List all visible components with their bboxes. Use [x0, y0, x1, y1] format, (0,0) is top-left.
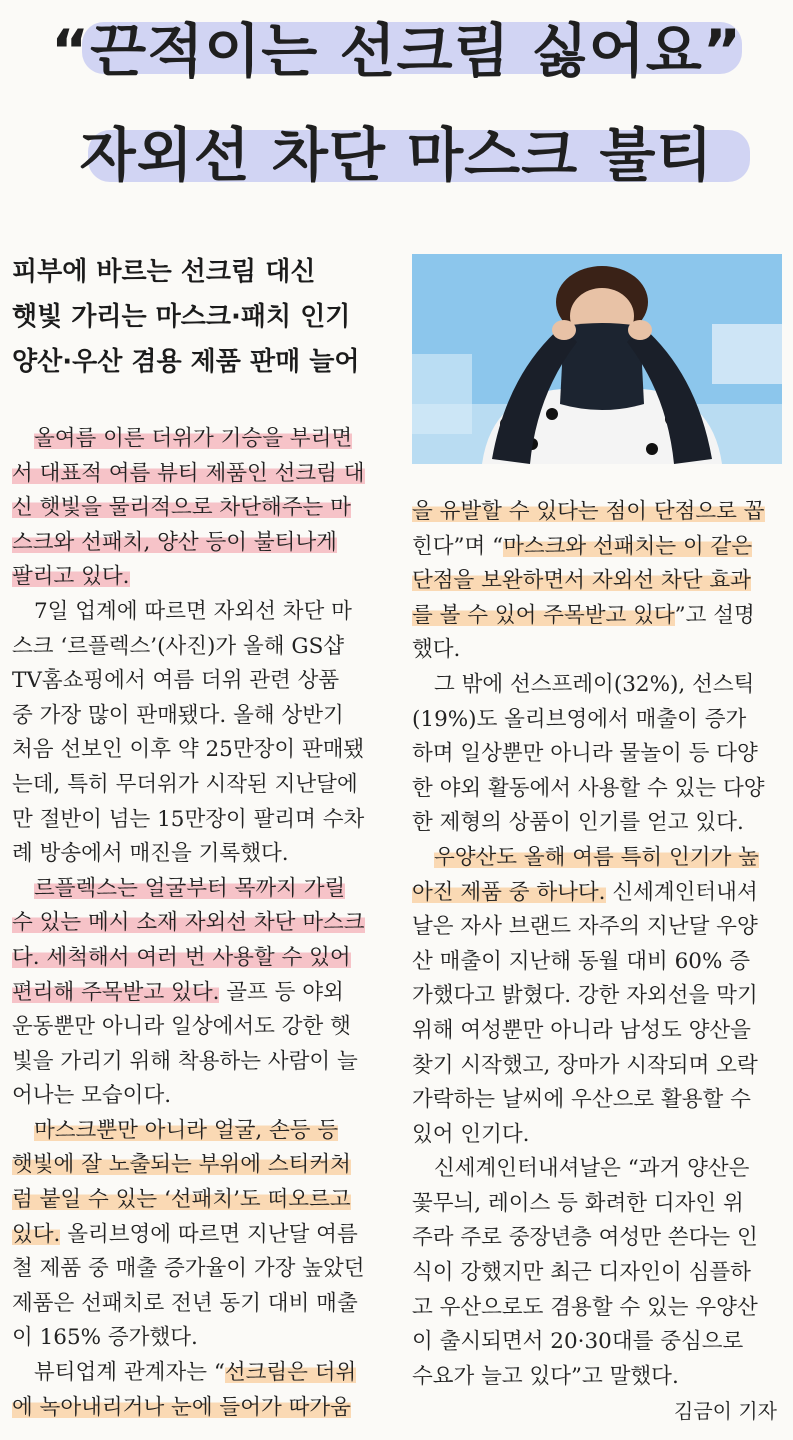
body-text-line: ”고 설명 [674, 602, 755, 628]
body-text-line: 햇빛에 잘 노출되는 부위에 스티커처 [12, 1152, 351, 1178]
body-text-line: 편리해 주목받고 있다. [12, 979, 220, 1005]
body-text-line: 빛을 가리기 위해 착용하는 사람이 늘 [12, 1048, 358, 1074]
body-text-line: 제품은 선패치로 전년 동기 대비 매출 [12, 1290, 358, 1316]
body-text-line: 올리브영에 따르면 지난달 여름 [60, 1221, 358, 1247]
body-text-line: 신세계인터내셔날은 “과거 양산은 [434, 1156, 750, 1182]
woman-wearing-mask-image [412, 254, 782, 464]
body-text-line: 수요가 늘고 있다”고 말했다. [412, 1363, 679, 1389]
body-text-line: 스크 ‘르플렉스’(사진)가 올해 GS샵 [12, 633, 345, 659]
body-text-line: 팔리고 있다. [12, 564, 130, 590]
body-text-line: 선크림은 더위 [224, 1360, 357, 1386]
body-text-line: 위해 여성뿐만 아니라 남성도 양산을 [412, 1017, 751, 1043]
body-text-line: 7일 업계에 따르면 자외선 차단 마 [34, 598, 352, 624]
body-text-line: 있다. [12, 1221, 61, 1247]
body-text-line: 마스크와 선패치는 이 같은 [503, 533, 753, 559]
body-text-line: 힌다”며 “ [412, 533, 504, 559]
body-text-line: 스크와 선패치, 양산 등이 불티나게 [12, 529, 337, 555]
body-text-line: 례 방송에서 매진을 기록했다. [12, 841, 289, 867]
body-text-line: 수 있는 메시 소재 자외선 차단 마스크 [12, 910, 365, 936]
body-text-line: 철 제품 중 매출 증가율이 가장 높았던 [12, 1256, 365, 1282]
subhead: 양산·우산 겸용 제품 판매 늘어 [12, 347, 360, 377]
body-text-line: 날은 자사 브랜드 자주의 지난달 우양 [412, 914, 758, 940]
body-text-line: 이 165% 증가했다. [12, 1325, 198, 1351]
body-text-line: 다. 세척해서 여러 번 사용할 수 있어 [12, 944, 351, 970]
body-text-line: 만 절반이 넘는 15만장이 팔리며 수차 [12, 806, 365, 832]
body-text-line: 한 제형의 상품이 인기를 얻고 있다. [412, 810, 744, 836]
body-text-line: 가락하는 날씨에 우산으로 활용할 수 [412, 1087, 751, 1113]
subhead: 햇빛 가리는 마스크·패치 인기 [12, 302, 351, 332]
body-text-line: 신 햇빛을 물리적으로 차단해주는 마 [12, 495, 351, 521]
body-text-line: (19%)도 올리브영에서 매출이 증가 [412, 706, 747, 732]
subheads [12, 250, 392, 385]
body-text-line: 에 녹아내리거나 눈에 들어가 따가움 [12, 1394, 351, 1420]
body-text-line: 를 볼 수 있어 주목받고 있다 [412, 602, 675, 628]
body-text-line: 운동뿐만 아니라 일상에서도 강한 햇 [12, 1014, 351, 1040]
body-text-line: 신세계인터내셔 [605, 879, 758, 905]
body-text-line: 찾기 시작했고, 장마가 시작되며 오락 [412, 1052, 758, 1078]
body-text-line: 식이 강했지만 최근 디자인이 심플하 [412, 1260, 751, 1286]
body-text-line: 있어 인기다. [412, 1121, 530, 1147]
right-article-column [412, 495, 784, 1394]
body-text-line: 럼 붙일 수 있는 ‘선패치’도 떠오르고 [12, 1187, 351, 1213]
body-text-line: 처음 선보인 이후 약 25만장이 판매됐 [12, 737, 365, 763]
body-text-line: 는데, 특히 무더위가 시작된 지난달에 [12, 771, 358, 797]
body-text-line: 을 유발할 수 있다는 점이 단점으로 꼽 [412, 499, 765, 524]
left-article-column [12, 422, 392, 1425]
body-text-line: 꽃무늬, 레이스 등 화려한 디자인 위 [412, 1190, 744, 1216]
headline-line-2: 자외선 차단 마스크 불티 [79, 121, 714, 189]
body-text-line: 르플렉스는 얼굴부터 목까지 가릴 [34, 875, 346, 901]
body-text-line: 단점을 보완하면서 자외선 차단 효과 [412, 568, 751, 594]
body-text-line: 하며 일상뿐만 아니라 물놀이 등 다양 [412, 741, 758, 767]
body-text-line: 골프 등 야외 [219, 979, 344, 1005]
body-text-line: 마스크뿐만 아니라 얼굴, 손등 등 [34, 1117, 339, 1143]
article-photo [412, 254, 782, 464]
body-text-line: 주라 주로 중장년층 여성만 쓴다는 인 [412, 1225, 758, 1251]
body-text-line: 가했다고 밝혔다. 강한 자외선을 막기 [412, 983, 758, 1009]
body-text-line: 중 가장 많이 판매됐다. 올해 상반기 [12, 702, 344, 728]
body-text-line: 아진 제품 중 하나다. [412, 879, 606, 905]
body-text-line: 산 매출이 지난해 동월 대비 60% 증 [412, 948, 751, 974]
subhead: 피부에 바르는 선크림 대신 [12, 257, 316, 287]
reporter-byline: 김금이 기자 [674, 1399, 777, 1423]
body-text-line: 어나는 모습이다. [12, 1083, 172, 1109]
body-text-line: 이 출시되면서 20·30대를 중심으로 [412, 1329, 744, 1355]
body-text-line: 고 우산으로도 겸용할 수 있는 우양산 [412, 1294, 758, 1320]
body-text-line: 그 밖에 선스프레이(32%), 선스틱 [434, 671, 755, 697]
body-text-line: 뷰티업계 관계자는 “ [34, 1360, 225, 1386]
body-text-line: 올여름 이른 더위가 기승을 부리면 [34, 426, 353, 451]
body-text-line: 했다. [412, 637, 461, 663]
body-text-line: 우양산도 올해 여름 특히 인기가 높 [434, 844, 759, 870]
body-text-line: 한 야외 활동에서 사용할 수 있는 다양 [412, 775, 765, 801]
body-text-line: TV홈쇼핑에서 여름 더위 관련 상품 [12, 668, 340, 694]
body-text-line: 서 대표적 여름 뷰티 제품인 선크림 대 [12, 460, 365, 486]
headline-line-1: “끈적이는 선크림 싫어요” [51, 17, 742, 85]
